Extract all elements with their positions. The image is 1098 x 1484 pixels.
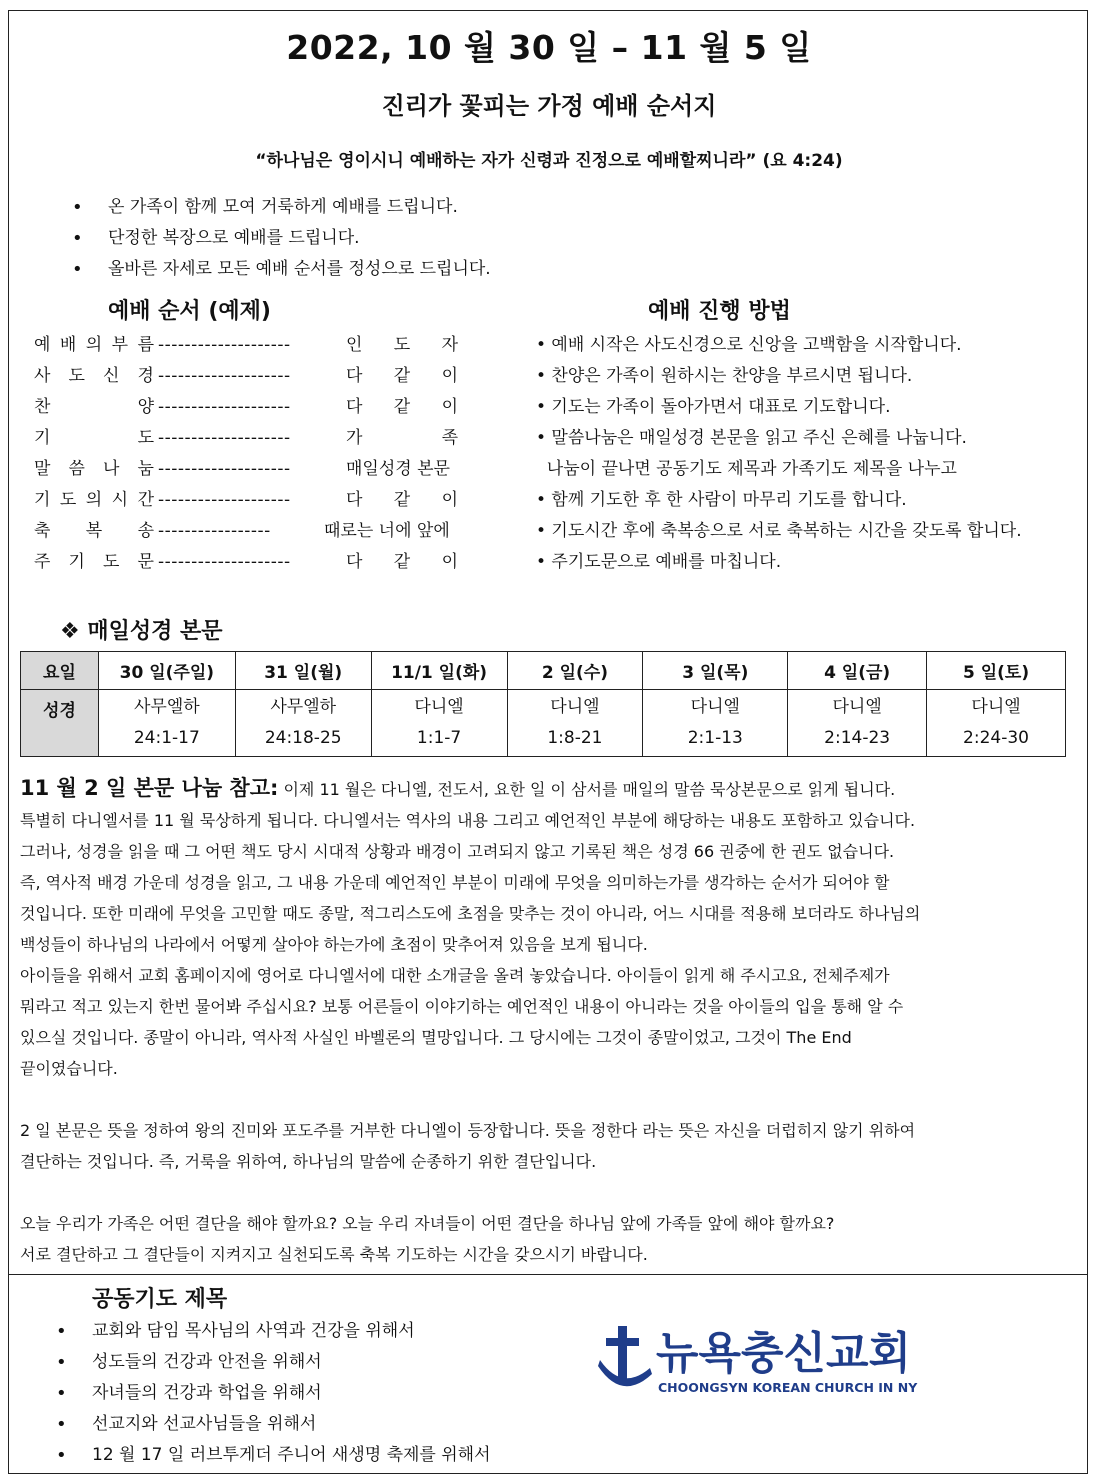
order-row xyxy=(34,423,458,454)
order-heading: 예배 순서 (예제) xyxy=(108,299,271,324)
note-line xyxy=(20,1177,1080,1208)
order-item-leader xyxy=(346,330,458,361)
passage-cell xyxy=(927,690,1066,757)
prayer-item: • 성도들의 건강과 안전을 위해서 xyxy=(92,1347,491,1378)
note-line: 서로 결단하고 그 결단들이 지켜지고 실천되도록 축복 기도하는 시간을 갖으시기 바랍니다. xyxy=(20,1245,648,1264)
order-name-char: 도 xyxy=(59,490,77,510)
order-name-char: 문 xyxy=(137,552,154,572)
order-item-name xyxy=(34,361,154,392)
order-leader-part: 다 xyxy=(346,552,363,572)
bible-verse: “하나님은 영이시니 예배하는 자가 신령과 진정으로 예배할찌니라” (요 4:24) xyxy=(255,151,843,171)
order-item-leader xyxy=(324,516,460,547)
order-item-name xyxy=(34,423,154,454)
day-header-cell: 5 일(토) xyxy=(927,652,1066,690)
order-leader-part: 가 xyxy=(346,428,363,448)
order-leader-part: 다 xyxy=(346,366,363,386)
order-name-char: 송 xyxy=(137,521,154,541)
day-header-cell: 2 일(수) xyxy=(507,652,643,690)
note-line xyxy=(20,1084,1080,1115)
order-name-char: 말 xyxy=(34,459,51,479)
note-line: 끝이였습니다. xyxy=(20,1059,118,1078)
order-row xyxy=(34,547,458,578)
order-name-char: 사 xyxy=(34,366,51,386)
order-row xyxy=(34,330,458,361)
cross-vertical xyxy=(618,1326,627,1382)
method-line: • 기도는 가족이 돌아가면서 대표로 기도합니다. xyxy=(536,397,891,417)
table-row xyxy=(21,690,1066,757)
order-item-leader xyxy=(346,454,458,485)
method-line: • 찬양은 가족이 원하시는 찬양을 부르시면 됩니다. xyxy=(536,366,913,386)
order-leader-part: 같 xyxy=(393,397,411,417)
order-leader-part: 다 xyxy=(346,490,363,510)
book-name: 다니엘 xyxy=(690,697,740,717)
order-leader-dashes: -------------------- xyxy=(158,335,291,355)
note-line: 결단하는 것입니다. 즉, 거룩을 위하여, 하나님의 말씀에 순종하기 위한 결단입니다. xyxy=(20,1152,597,1171)
order-name-char: 간 xyxy=(137,490,154,510)
order-name-char: 시 xyxy=(111,490,129,510)
order-row xyxy=(34,392,458,423)
passage-ref: 24:1-17 xyxy=(133,728,200,748)
order-row xyxy=(34,516,454,547)
book-name: 사무엘하 xyxy=(270,697,337,717)
order-item-name xyxy=(34,454,154,485)
order-leader-dashes: -------------------- xyxy=(158,552,291,572)
order-leader-dashes: ----------------- xyxy=(158,521,271,541)
order-name-char: 예 xyxy=(34,335,51,355)
order-row xyxy=(34,485,458,516)
order-item-leader xyxy=(346,547,458,578)
passage-cell xyxy=(98,690,235,757)
order-name-char: 부 xyxy=(111,335,129,355)
order-name-char: 복 xyxy=(85,521,103,541)
prayer-heading: 공동기도 제목 xyxy=(92,1287,228,1312)
order-leader-part: 인 xyxy=(346,335,363,355)
method-heading: 예배 진행 방법 xyxy=(648,299,791,324)
row-label-cell: 성경 xyxy=(21,690,99,757)
order-leader-part: 자 xyxy=(441,335,458,355)
method-line: • 기도시간 후에 축복송으로 서로 축복하는 시간을 갖도록 합니다. xyxy=(536,521,1022,541)
note-lead: 11 월 2 일 본문 나눔 참고: xyxy=(20,776,279,800)
order-name-char: 의 xyxy=(85,490,103,510)
daily-bible-table xyxy=(20,651,1066,757)
order-leader-part: 이 xyxy=(441,366,458,386)
prayer-item: • 12 월 17 일 러브투게더 주니어 새생명 축제를 위해서 xyxy=(92,1440,491,1471)
rule-item: • 단정한 복장으로 예배를 드립니다. xyxy=(108,223,491,254)
order-item-leader xyxy=(346,423,458,454)
order-leader-part: 같 xyxy=(393,552,411,572)
worship-method-list xyxy=(536,330,1081,578)
order-name-char: 신 xyxy=(103,366,120,386)
order-name-char: 배 xyxy=(59,335,77,355)
church-logo xyxy=(598,1322,928,1402)
order-name-char: 양 xyxy=(137,397,154,417)
page-subtitle: 진리가 꽃피는 가정 예배 순서지 xyxy=(381,92,717,120)
order-leader-dashes: -------------------- xyxy=(158,428,291,448)
church-logo-mark xyxy=(598,1322,928,1402)
order-name-char: 도 xyxy=(137,428,154,448)
method-line: • 함께 기도한 후 한 사람이 마무리 기도를 합니다. xyxy=(536,490,907,510)
method-line: 나눔이 끝나면 공동기도 제목과 가족기도 제목을 나누고 xyxy=(536,459,957,479)
order-leader-dashes: -------------------- xyxy=(158,490,291,510)
note-first-line xyxy=(20,773,1080,805)
passage-cell xyxy=(788,690,927,757)
day-header-cell: 30 일(주일) xyxy=(98,652,235,690)
book-name: 다니엘 xyxy=(971,697,1021,717)
rule-item: • 온 가족이 함께 모여 거룩하게 예배를 드립니다. xyxy=(108,192,491,223)
book-name: 다니엘 xyxy=(550,697,600,717)
note-line: 특별히 다니엘서를 11 월 묵상하게 됩니다. 다니엘서는 역사의 내용 그리고 예언적인 부분에 해당하는 내용도 포함하고 있습니다. xyxy=(20,811,916,830)
note-line: 뭐라고 적고 있는지 한번 물어봐 주십시요? 보통 어른들이 이야기하는 예언적인 내용이 아니라는 것을 아이들의 입을 통해 알 수 xyxy=(20,997,904,1016)
book-name: 다니엘 xyxy=(414,697,464,717)
order-name-char: 기 xyxy=(34,428,51,448)
day-header-cell: 11/1 일(화) xyxy=(371,652,507,690)
note-line: 그러나, 성경을 읽을 때 그 어떤 책도 당시 시대적 상황과 배경이 고려되지 않고 기록된 책은 성경 66 권중에 한 권도 없습니다. xyxy=(20,842,895,861)
order-name-char: 씀 xyxy=(68,459,85,479)
passage-cell xyxy=(507,690,643,757)
day-header-cell: 31 일(월) xyxy=(235,652,371,690)
order-name-char: 기 xyxy=(68,552,85,572)
section-divider xyxy=(8,1274,1088,1275)
order-name-char: 름 xyxy=(137,335,154,355)
worship-rules xyxy=(108,192,491,285)
note-line: 즉, 역사적 배경 가운데 성경을 읽고, 그 내용 가운데 예언적인 부분이 미래에 무엇을 의미하는가를 생각하는 순서가 되어야 할 xyxy=(20,873,890,892)
prayer-item: • 교회와 담임 목사님의 사역과 건강을 위해서 xyxy=(92,1316,491,1347)
order-name-char: 축 xyxy=(34,521,51,541)
cross-horizontal xyxy=(606,1338,639,1346)
order-item-name xyxy=(34,485,154,516)
note-line: 2 일 본문은 뜻을 정하여 왕의 진미와 포도주를 거부한 다니엘이 등장합니다. 뜻을 정한다 라는 뜻은 자신을 더럽히지 않기 위하여 xyxy=(20,1121,916,1140)
order-name-char: 찬 xyxy=(34,397,51,417)
order-leader-part: 같 xyxy=(393,490,411,510)
method-line: • 예배 시작은 사도신경으로 신앙을 고백함을 시작합니다. xyxy=(536,335,962,355)
note-line: 것입니다. 또한 미래에 무엇을 고민할 때도 종말, 적그리스도에 초점을 맞추는 것이 아니라, 어느 시대를 적용해 보더라도 하나님의 xyxy=(20,904,921,923)
order-item-leader xyxy=(346,485,458,516)
order-row xyxy=(34,454,454,485)
passage-ref: 2:14-23 xyxy=(824,728,891,748)
note-line: 있으실 것입니다. 종말이 아니라, 역사적 사실인 바벨론의 멸망입니다. 그 당시에는 그것이 종말이었고, 그것이 The End xyxy=(20,1028,852,1047)
logo-english: CHOONGSYN KOREAN CHURCH IN NY xyxy=(658,1380,918,1395)
order-leader-dashes: -------------------- xyxy=(158,366,291,386)
order-leader-part: 도 xyxy=(393,335,411,355)
passage-ref: 24:18-25 xyxy=(264,728,342,748)
order-name-char: 기 xyxy=(34,490,51,510)
method-line: • 말씀나눔은 매일성경 본문을 읽고 주신 은혜를 나눕니다. xyxy=(536,428,967,448)
worship-order-list xyxy=(34,330,458,578)
prayer-list xyxy=(92,1316,491,1471)
order-item-name xyxy=(34,330,154,361)
order-leader-part: 같 xyxy=(393,366,411,386)
order-leader-dashes: -------------------- xyxy=(158,459,291,479)
order-leader-part: 때로는 너에 앞에 xyxy=(324,521,450,541)
prayer-item: • 선교지와 선교사님들을 위해서 xyxy=(92,1409,491,1440)
book-name: 사무엘하 xyxy=(133,697,200,717)
passage-cell xyxy=(643,690,788,757)
book-name: 다니엘 xyxy=(832,697,882,717)
order-name-char: 경 xyxy=(137,366,154,386)
order-name-char: 주 xyxy=(34,552,51,572)
order-item-name xyxy=(34,392,154,423)
day-header-cell: 4 일(금) xyxy=(788,652,927,690)
daily-bible-heading: ❖ 매일성경 본문 xyxy=(60,619,223,644)
passage-ref: 1:8-21 xyxy=(547,728,603,748)
order-leader-part: 매일성경 본문 xyxy=(346,459,450,479)
passage-cell xyxy=(371,690,507,757)
order-name-char: 의 xyxy=(85,335,103,355)
sermon-note xyxy=(20,773,1080,1270)
order-name-char: 나 xyxy=(103,459,120,479)
day-label-cell: 요일 xyxy=(21,652,99,690)
order-leader-part: 다 xyxy=(346,397,363,417)
rule-item: • 올바른 자세로 모든 예배 순서를 정성으로 드립니다. xyxy=(108,254,491,285)
table-header-row xyxy=(21,652,1066,690)
order-row xyxy=(34,361,458,392)
order-name-char: 도 xyxy=(103,552,120,572)
note-lead-rest: 이제 11 월은 다니엘, 전도서, 요한 일 이 삼서를 매일의 말씀 묵상본문으로 읽게 됩니다. xyxy=(278,780,896,799)
note-line: 백성들이 하나님의 나라에서 어떻게 살아야 하는가에 초점이 맞추어져 있음을 보게 됩니다. xyxy=(20,935,648,954)
order-item-leader xyxy=(346,361,458,392)
order-item-name xyxy=(34,516,154,547)
order-leader-part: 이 xyxy=(441,397,458,417)
order-leader-dashes: -------------------- xyxy=(158,397,291,417)
order-item-name xyxy=(34,547,154,578)
logo-name: 뉴욕충신교회 xyxy=(656,1328,912,1379)
passage-ref: 2:24-30 xyxy=(963,728,1029,748)
order-name-char: 눔 xyxy=(137,459,154,479)
order-leader-part: 이 xyxy=(441,490,458,510)
passage-ref: 1:1-7 xyxy=(416,728,462,748)
prayer-item: • 자녀들의 건강과 학업을 위해서 xyxy=(92,1378,491,1409)
order-leader-part: 족 xyxy=(441,428,458,448)
passage-ref: 2:1-13 xyxy=(687,728,743,748)
order-item-leader xyxy=(346,392,458,423)
method-line: • 주기도문으로 예배를 마칩니다. xyxy=(536,552,782,572)
date-range-title: 2022, 10 월 30 일 – 11 월 5 일 xyxy=(286,28,812,67)
passage-cell xyxy=(235,690,371,757)
note-line: 아이들을 위해서 교회 홈페이지에 영어로 다니엘서에 대한 소개글을 올려 놓았습니다. 아이들이 읽게 해 주시고요, 전체주제가 xyxy=(20,966,890,985)
day-header-cell: 3 일(목) xyxy=(643,652,788,690)
order-leader-part: 이 xyxy=(441,552,458,572)
order-name-char: 도 xyxy=(68,366,85,386)
note-line: 오늘 우리가 가족은 어떤 결단을 해야 할까요? 오늘 우리 자녀들이 어떤 결단을 하나님 앞에 가족들 앞에 해야 할까요? xyxy=(20,1214,835,1233)
